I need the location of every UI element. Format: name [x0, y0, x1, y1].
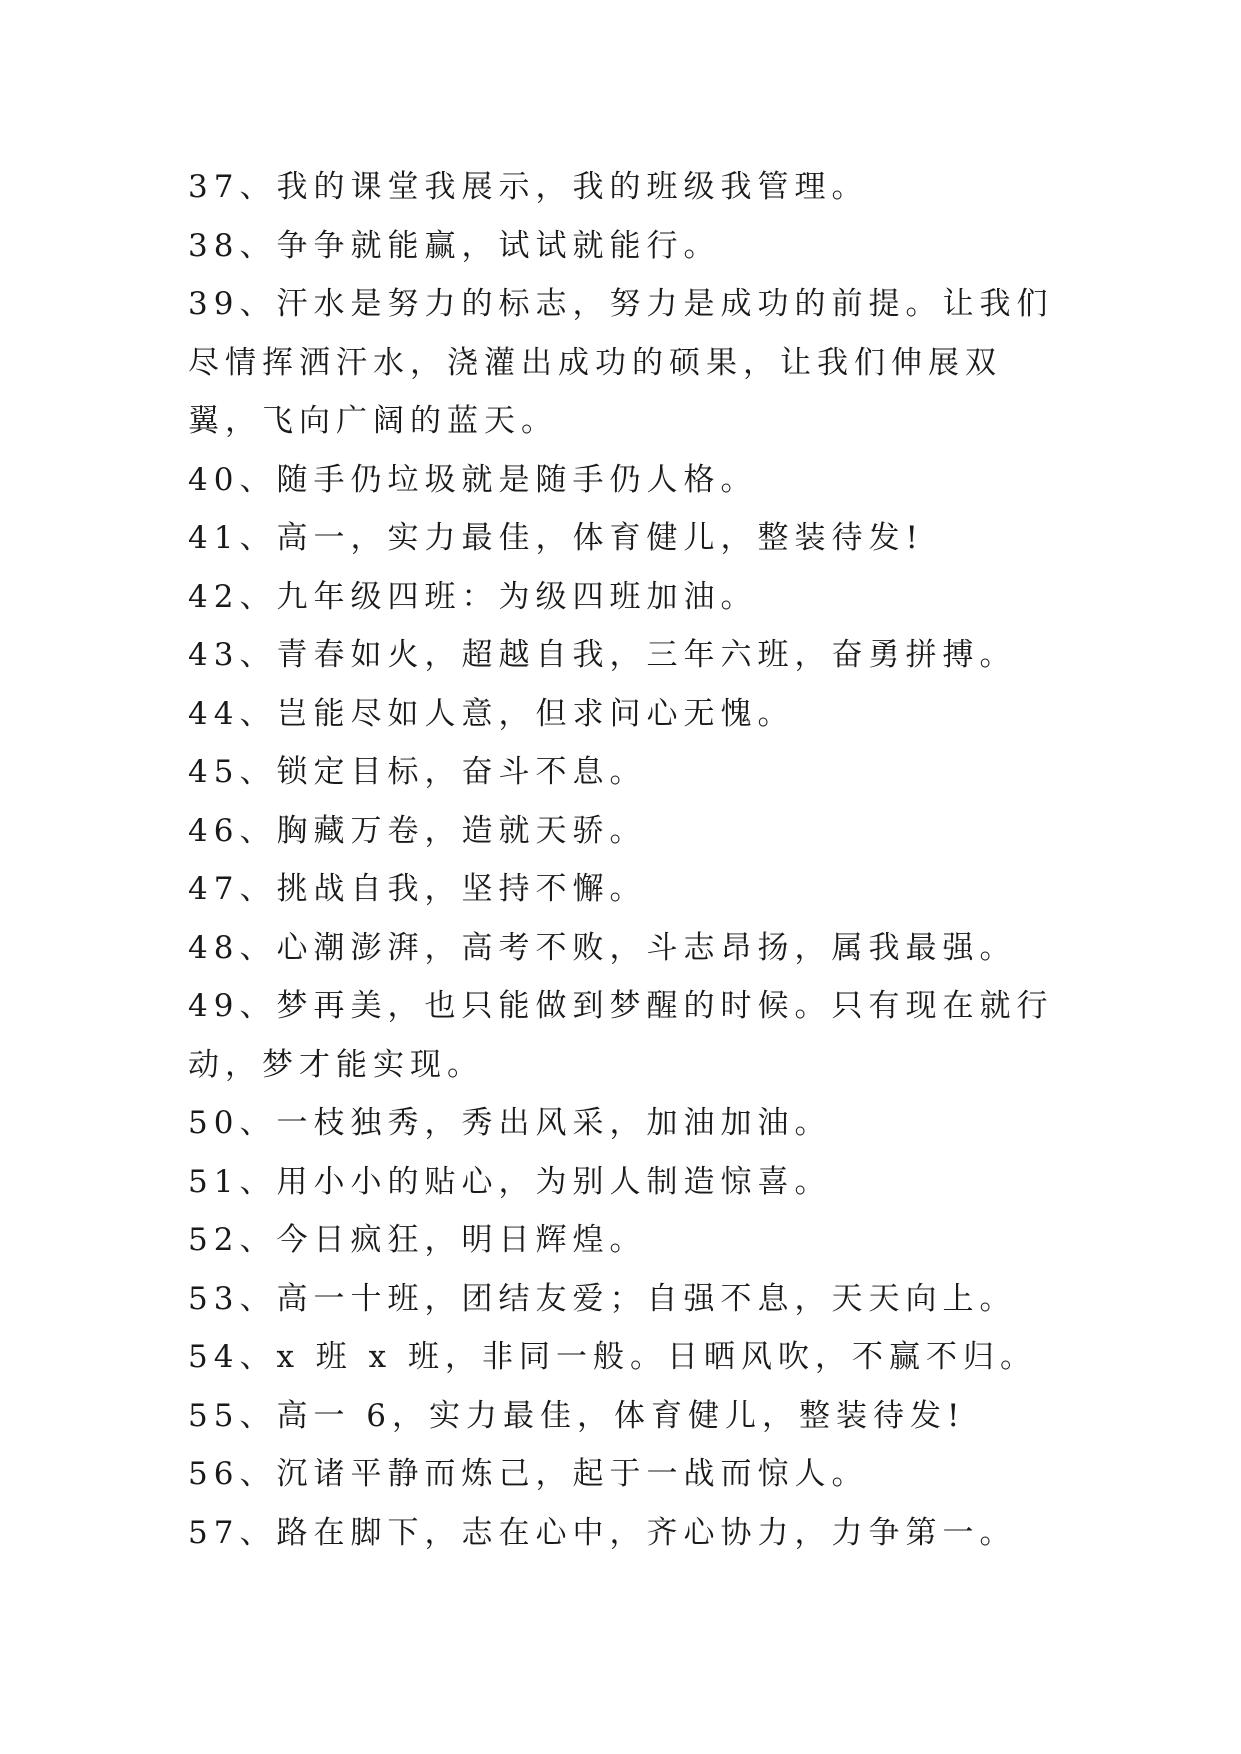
list-item: 49、梦再美，也只能做到梦醒的时候。只有现在就行动，梦才能实现。 — [188, 988, 1054, 1083]
list-item: 37、我的课堂我展示，我的班级我管理。 — [188, 169, 869, 205]
list-item: 53、高一十班，团结友爱；自强不息，天天向上。 — [188, 1280, 1017, 1317]
list-item: 56、沉诸平静而炼己，起于一战而惊人。 — [188, 1456, 869, 1492]
list-item: 40、随手仍垃圾就是随手仍人格。 — [188, 461, 758, 498]
list-item: 42、九年级四班：为级四班加油。 — [188, 578, 758, 615]
list-item: 41、高一，实力最佳，体育健儿，整装待发! — [188, 520, 924, 556]
list-item: 45、锁定目标，奋斗不息。 — [188, 754, 647, 790]
list-item: 44、岂能尽如人意，但求问心无愧。 — [188, 695, 795, 732]
list-item: 38、争争就能赢，试试就能行。 — [188, 227, 721, 264]
list-item: 50、一枝独秀，秀出风采，加油加油。 — [188, 1105, 832, 1141]
list-item: 52、今日疯狂，明日辉煌。 — [188, 1222, 647, 1258]
list-item: 54、x 班 x 班，非同一般。日晒风吹，不赢不归。 — [188, 1339, 1037, 1375]
list-item: 47、挑战自我，坚持不懈。 — [188, 871, 647, 907]
list-item: 48、心潮澎湃，高考不败，斗志昂扬，属我最强。 — [188, 929, 1017, 966]
list-item: 57、路在脚下，志在心中，齐心协力，力争第一。 — [188, 1514, 1017, 1551]
list-item: 51、用小小的贴心，为别人制造惊喜。 — [188, 1163, 832, 1200]
slogan-list — [188, 158, 1068, 1562]
list-item: 39、汗水是努力的标志，努力是成功的前提。让我们尽情挥洒汗水，浇灌出成功的硕果，让我们伸展双翼，飞向广阔的蓝天。 — [188, 286, 1054, 439]
list-item: 46、胸藏万卷，造就天骄。 — [188, 812, 647, 849]
list-item: 55、高一 6，实力最佳，体育健儿，整装待发! — [188, 1397, 966, 1434]
list-item: 43、青春如火，超越自我，三年六班，奋勇拼搏。 — [188, 637, 1017, 673]
